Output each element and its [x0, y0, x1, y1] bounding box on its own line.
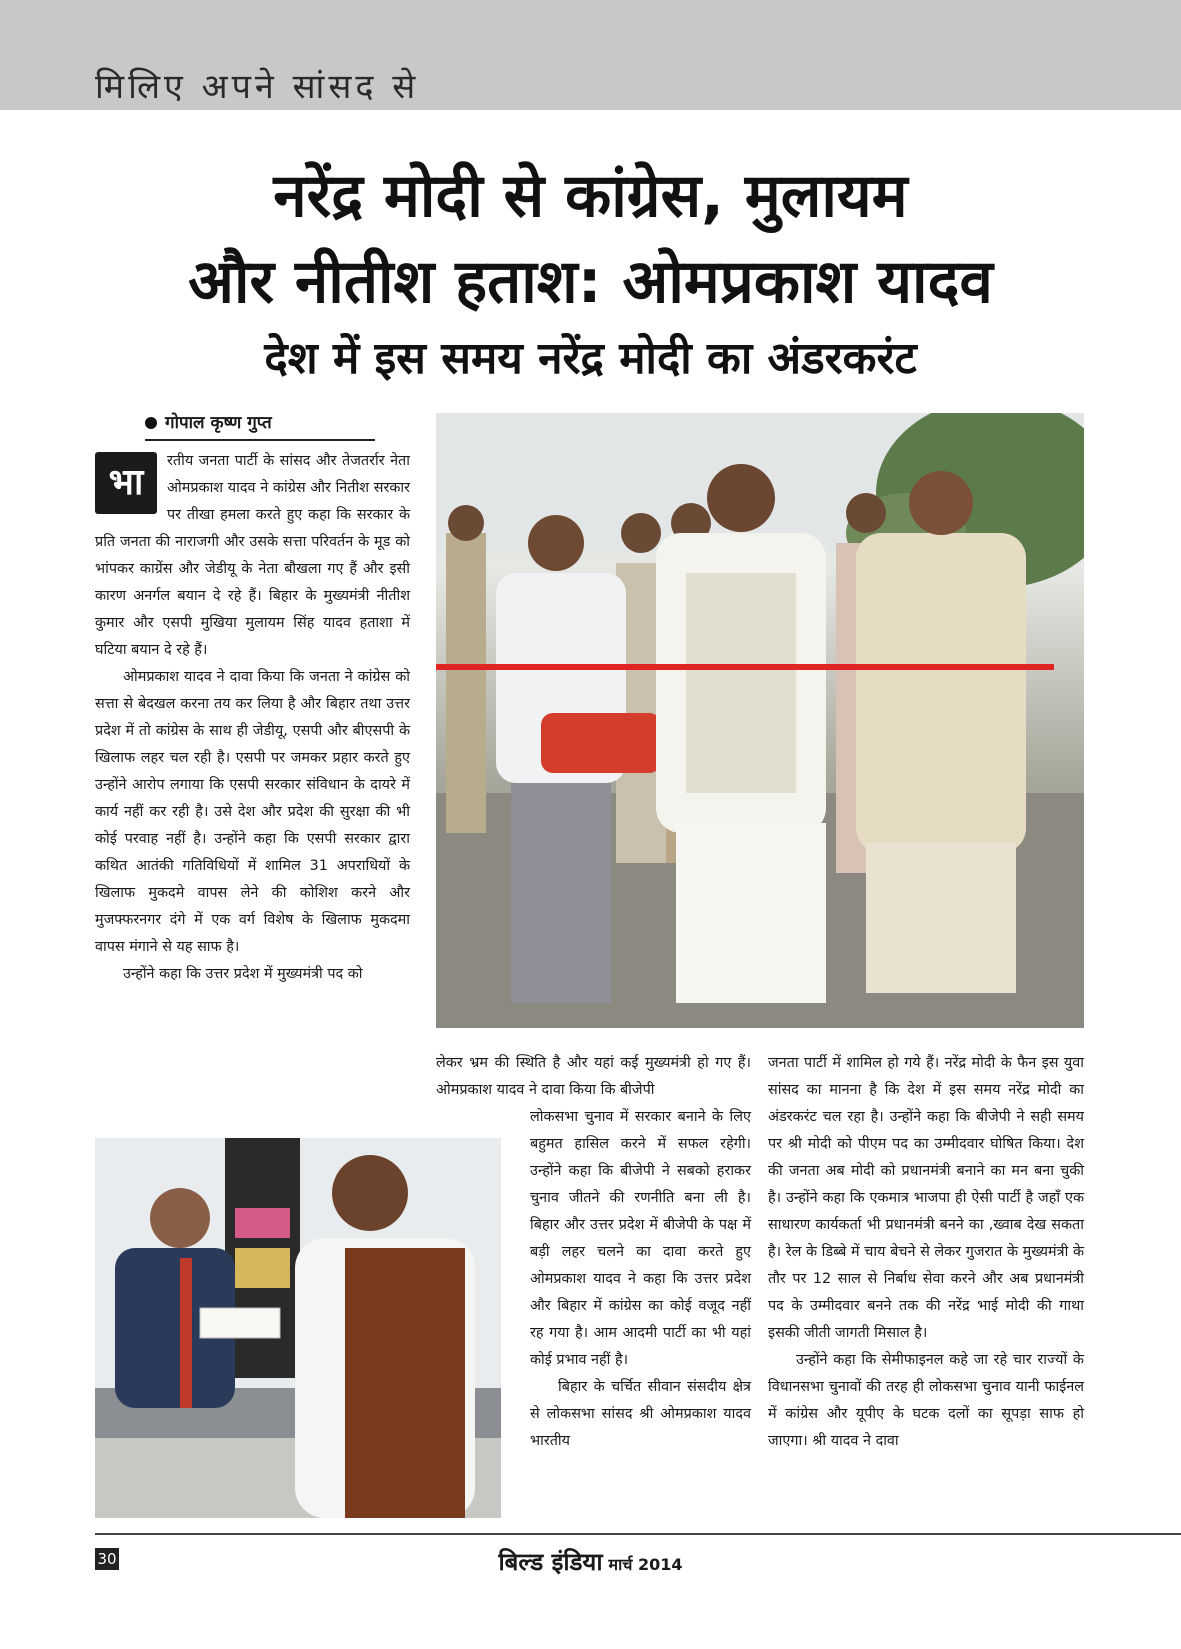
paragraph: उन्होंने कहा कि उत्तर प्रदेश में मुख्यमंत्री पद को: [123, 966, 363, 982]
headline-subtitle: देश में इस समय नरेंद्र मोदी का अंडरकरंट: [264, 333, 917, 384]
section-title: मिलिए अपने सांसद से: [95, 67, 420, 107]
ribbon-cutting-illustration: [436, 413, 1084, 1028]
bullet-icon: [145, 417, 157, 429]
byline: [145, 410, 375, 441]
headline-line-1: नरेंद्र मोदी से कांग्रेस, मुलायम: [273, 161, 908, 231]
paragraph: [95, 448, 410, 664]
paragraph: ओमप्रकाश यादव ने दावा किया कि जनता ने कांग्रेस को सत्ता से बेदखल करना तय कर लिया है और बिहार तथा उत्तर प्रदेश में तो कांग्रेस के साथ ही जेडीयू, एसपी और बीएसपी के खिलाफ लहर चल रही है। एसपी पर जमकर प्रहार करते हुए उन्होंने आरोप लगाया कि एसपी सरकार संविधान के दायरे में कार्य नहीं कर रही है। उसे देश और प्रदेश की सुरक्षा की भी कोई परवाह नहीं है। उन्होंने कहा कि एसपी सरकार द्वारा कथित आतंकी गतिविधियों में शामिल 31 अपराधियों के खिलाफ मुकदमे वापस लेने की कोशिश करने और मुजफ्फरनगर दंगे में एक वर्ग विशेष के खिलाफ मुकदमा वापस मंगाने से यह साफ है।: [95, 669, 410, 955]
paragraph: लेकर भ्रम की स्थिति है और यहां कई मुख्यमंत्री हो गए हैं। ओमप्रकाश यादव ने दावा किया कि बीजेपी: [436, 1055, 751, 1098]
ribbon-cutting-photo: [436, 413, 1084, 1028]
headline-line-2: और नीतीश हताश: ओमप्रकाश यादव: [188, 247, 993, 317]
paragraph: उन्होंने कहा कि सेमीफाइनल कहे जा रहे चार राज्यों के विधानसभा चुनावों की तरह ही लोकसभा चुनाव यानी फाईनल में कांग्रेस और यूपीए के घटक दलों का सूपड़ा साफ हो जाएगा। श्री यादव ने दावा: [768, 1352, 1084, 1449]
article-column-1: [95, 448, 410, 988]
article-column-3: [768, 1050, 1084, 1455]
dropcap: भा: [95, 452, 157, 514]
magazine-name: बिल्ड इंडिया: [498, 1548, 603, 1576]
cheque-handover-photo: [95, 1138, 501, 1518]
cheque-handover-illustration: [95, 1138, 501, 1518]
footer-title: [0, 1545, 1181, 1578]
paragraph: लोकसभा चुनाव में सरकार बनाने के लिए बहुमत हासिल करने में सफल रहेगी। उन्होंने कहा कि बीजेपी ने सबको हराकर चुनाव जीतने की रणनीति बना ली है। बिहार और उत्तर प्रदेश में बीजेपी के पक्ष में बड़ी लहर चलने का दावा करते हुए ओमप्रकाश यादव ने कहा कि उत्तर प्रदेश और बिहार में कांग्रेस का कोई वजूद नहीं रह गया है। आम आदमी पार्टी का भी यहां कोई प्रभाव नहीं है।: [530, 1109, 751, 1368]
footer-divider: [95, 1533, 1181, 1535]
paragraph: जनता पार्टी में शामिल हो गये हैं। नरेंद्र मोदी के फैन इस युवा सांसद का मानना है कि देश में इस समय नरेंद्र मोदी का अंडरकरंट चल रहा है। उन्होंने कहा कि बीजेपी ने सही समय पर श्री मोदी को पीएम पद का उम्मीदवार घोषित किया। देश की जनता अब मोदी को प्रधानमंत्री बनाने का मन बना चुकी है। उन्होंने कहा कि एकमात्र भाजपा ही ऐसी पार्टी है जहाँ एक साधारण कार्यकर्ता भी प्रधानमंत्री बनने का ,ख्वाब देख सकता है। रेल के डिब्बे में चाय बेचने से लेकर गुजरात के मुख्यमंत्री के तौर पर 12 साल से निर्बाध सेवा करने और अब प्रधानमंत्री पद के उम्मीदवार बनने तक की नरेंद्र भाई मोदी की गाथा इसकी जीती जागती मिसाल है।: [768, 1055, 1084, 1341]
paragraph-text: रतीय जनता पार्टी के सांसद और तेजतर्रार नेता ओमप्रकाश यादव ने कांग्रेस और नितीश सरकार पर तीखा हमला करते हुए कहा कि सरकार के प्रति जनता की नाराजगी और उसके सत्ता परिवर्तन के मूड को भांपकर काग्रेंस और जेडीयू के नेता बौखला गए हैं और इसी कारण अनर्गल बयान दे रहे हैं। बिहार के मुख्यमंत्री नीतीश कुमार और एसपी मुखिया मुलायम सिंह यादव हताशा में घटिया बयान दे रहे हैं।: [95, 453, 410, 658]
issue-date: मार्च 2014: [608, 1555, 683, 1574]
paragraph: बिहार के चर्चित सीवान संसदीय क्षेत्र से लोकसभा सांसद श्री ओमप्रकाश यादव भारतीय: [530, 1379, 751, 1449]
article-column-2-top: [436, 1050, 751, 1104]
author-name: गोपाल कृष्ण गुप्त: [165, 413, 272, 433]
page-number: 30: [95, 1548, 119, 1570]
article-column-2: [530, 1104, 751, 1455]
